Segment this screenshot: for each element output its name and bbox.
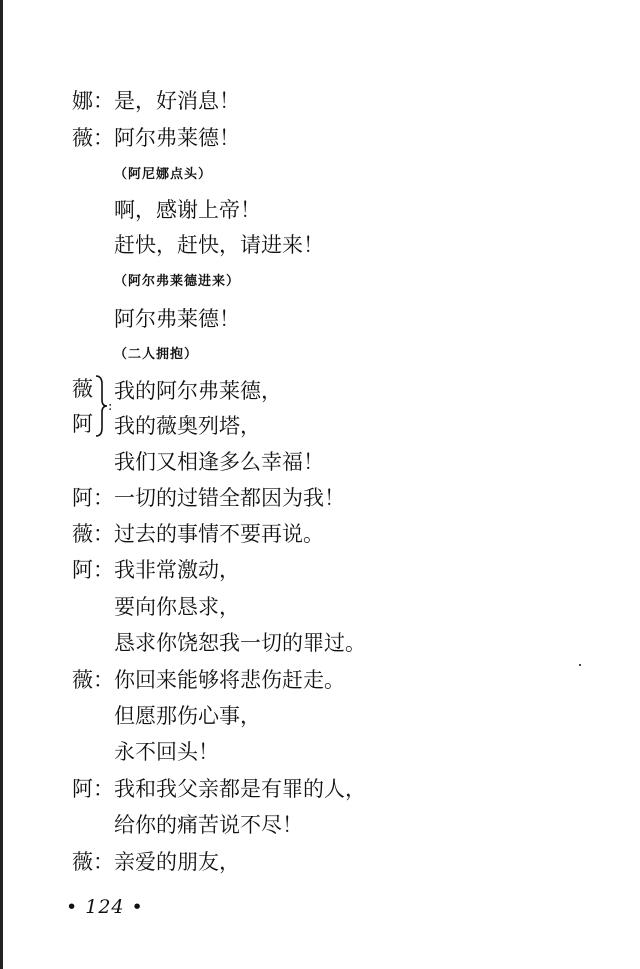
dialogue-text: 你回来能够将悲伤赶走。	[114, 668, 345, 692]
stage-direction: （阿尼娜点头）	[114, 167, 213, 182]
dialogue-text: 给你的痛苦说不尽！	[114, 813, 303, 837]
dialogue-text: 亲爱的朋友，	[114, 850, 240, 874]
page-left-edge	[0, 0, 3, 969]
speaker-label: 薇：	[72, 668, 114, 692]
speaker-label: 薇：	[72, 126, 114, 150]
duet-colon: :	[108, 399, 113, 414]
duet-speaker-top: 薇	[72, 377, 93, 401]
dialogue-text: 要向你恳求，	[114, 595, 240, 619]
dialogue-text: 阿尔弗莱德！	[114, 307, 240, 331]
dialogue-text: 但愿那伤心事，	[114, 704, 261, 728]
duet-brace	[94, 372, 114, 440]
speaker-label: 娜：	[72, 89, 114, 113]
dialogue-text: 我们又相逢多么幸福！	[114, 450, 324, 474]
dialogue-text: 永不回头！	[114, 740, 219, 764]
dialogue-text: 一切的过错全都因为我！	[114, 486, 345, 510]
dialogue-text: 阿尔弗莱德！	[114, 126, 240, 150]
dialogue-text: 过去的事情不要再说。	[114, 522, 324, 546]
dialogue-text: 我非常激动，	[114, 558, 240, 582]
dialogue-text: 我的薇奥列塔，	[114, 414, 261, 438]
dialogue-text: 恳求你饶恕我一切的罪过。	[114, 631, 366, 655]
page-number: • 124 •	[66, 896, 144, 918]
dialogue-text: 啊，感谢上帝！	[114, 198, 261, 222]
stage-direction: （二人拥抱）	[114, 347, 199, 362]
speaker-label: 薇：	[72, 850, 114, 874]
speaker-label: 阿：	[72, 558, 114, 582]
dialogue-text: 是，好消息！	[114, 89, 240, 113]
print-speck	[579, 664, 581, 666]
dialogue-text: 我和我父亲都是有罪的人，	[114, 777, 366, 801]
dialogue-text: 我的阿尔弗莱德，	[114, 379, 282, 403]
speaker-label: 阿：	[72, 486, 114, 510]
speaker-label: 阿：	[72, 777, 114, 801]
dialogue-text: 赶快，赶快，请进来！	[114, 233, 324, 257]
stage-direction: （阿尔弗莱德进来）	[114, 274, 241, 289]
duet-speaker-bottom: 阿	[72, 412, 93, 436]
speaker-label: 薇：	[72, 522, 114, 546]
